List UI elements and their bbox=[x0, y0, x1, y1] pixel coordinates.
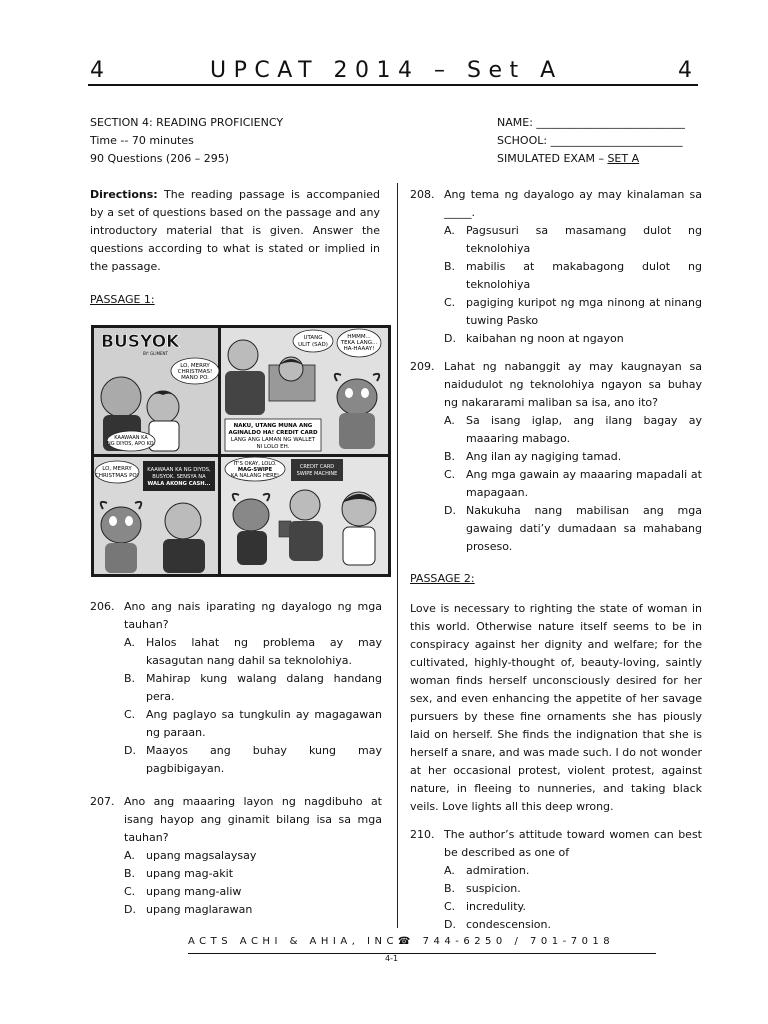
option-a[interactable] bbox=[444, 412, 702, 448]
question-208 bbox=[410, 186, 702, 348]
comic-bubble-8 bbox=[291, 459, 343, 481]
option-a[interactable] bbox=[444, 862, 702, 880]
svg-text:AGINALDO HA! CREDIT CARD: AGINALDO HA! CREDIT CARD bbox=[228, 430, 318, 436]
svg-text:HMMM...: HMMM... bbox=[347, 334, 371, 340]
footer-page-number: 4-1 bbox=[385, 954, 399, 963]
option-c[interactable] bbox=[444, 466, 702, 502]
svg-text:KAAWAAN KA NG DIYOS,: KAAWAAN KA NG DIYOS, bbox=[147, 467, 211, 473]
svg-text:CHRISTMAS PO!: CHRISTMAS PO! bbox=[95, 473, 139, 479]
option-letter: C. bbox=[444, 900, 456, 913]
option-text: suspicion. bbox=[466, 882, 521, 895]
name-field: NAME: ___________________________ bbox=[497, 116, 685, 129]
option-text: upang magsalaysay bbox=[146, 849, 257, 862]
option-letter: B. bbox=[444, 882, 456, 895]
option-text: Ang mga gawain ay maaaring mapadali at mapagaan. bbox=[466, 468, 702, 499]
option-letter: B. bbox=[444, 450, 456, 463]
option-letter: D. bbox=[444, 918, 456, 931]
option-text: Halos lahat ng problema ay may kasagutan nang dahil sa teknolohiya. bbox=[146, 636, 382, 667]
option-text: Mahirap kung walang dalang handang pera. bbox=[146, 672, 382, 703]
comic-lolo-body-2 bbox=[225, 371, 265, 415]
question-stem: The author’s attitude toward women can best be described as one of bbox=[444, 828, 702, 859]
svg-text:WALA AKONG CASH...: WALA AKONG CASH... bbox=[147, 481, 211, 487]
option-d[interactable] bbox=[124, 742, 382, 778]
passage2-label: PASSAGE 2: bbox=[410, 572, 475, 585]
question-count: 90 Questions (206 – 295) bbox=[90, 152, 229, 165]
option-text: Maayos ang buhay kung may pagbibigayan. bbox=[146, 744, 382, 775]
option-letter: C. bbox=[444, 296, 456, 309]
option-text: admiration. bbox=[466, 864, 530, 877]
svg-text:CREDIT CARD: CREDIT CARD bbox=[299, 464, 335, 470]
question-stem: Ang tema ng dayalogo ay may kinalaman sa _____. bbox=[444, 188, 702, 219]
footer-phone bbox=[398, 936, 614, 947]
option-b[interactable] bbox=[444, 448, 702, 466]
option-b[interactable] bbox=[444, 258, 702, 294]
school-field: SCHOOL: ________________________ bbox=[497, 134, 683, 147]
option-text: upang mang-aliw bbox=[146, 885, 242, 898]
svg-text:NI LOLO EH.: NI LOLO EH. bbox=[256, 444, 290, 450]
svg-text:TEKA LANG...: TEKA LANG... bbox=[340, 340, 378, 346]
directions-text: The reading passage is accompanied by a set of questions based on the passage and any introductory material that is given. Answer the questions according to what is stated or implied in the passage. bbox=[90, 188, 380, 273]
question-number: 208. bbox=[410, 188, 435, 201]
question-number: 209. bbox=[410, 360, 435, 373]
question-210 bbox=[410, 826, 702, 934]
comic-bubble-1-line3: MANO PO. bbox=[181, 375, 209, 381]
option-letter: D. bbox=[444, 332, 456, 345]
option-b[interactable] bbox=[124, 865, 382, 883]
header-rule bbox=[88, 84, 698, 86]
option-text: mabilis at makabagong dulot ng teknolohiya bbox=[466, 260, 702, 291]
comic-strip bbox=[91, 325, 391, 577]
page-number-left: 4 bbox=[90, 58, 104, 83]
page-number-right: 4 bbox=[678, 58, 692, 83]
option-d[interactable] bbox=[444, 330, 702, 348]
comic-bubble-5 bbox=[95, 461, 139, 483]
svg-text:MAG-SWIPE: MAG-SWIPE bbox=[237, 467, 273, 473]
option-letter: B. bbox=[124, 672, 136, 685]
student-fields bbox=[497, 114, 707, 168]
option-letter: A. bbox=[444, 864, 455, 877]
option-text: Ang paglayo sa tungkulin ay magagawan ng paraan. bbox=[146, 708, 382, 739]
footer-company: ACTS ACHI & AHIA, INC. bbox=[188, 936, 406, 947]
option-c[interactable] bbox=[124, 883, 382, 901]
question-number: 207. bbox=[90, 795, 115, 808]
option-a[interactable] bbox=[444, 222, 702, 258]
option-c[interactable] bbox=[444, 294, 702, 330]
option-letter: C. bbox=[444, 468, 456, 481]
question-206 bbox=[90, 598, 382, 778]
option-letter: A. bbox=[124, 636, 135, 649]
svg-text:BUSYOK. SENSYA NA: BUSYOK. SENSYA NA bbox=[152, 474, 206, 480]
option-text: Pagsusuri sa masamang dulot ng teknolohiya bbox=[466, 224, 702, 255]
section-title: SECTION 4: READING PROFICIENCY bbox=[90, 116, 284, 129]
question-stem: Lahat ng nabanggit ay may kaugnayan sa naidudulot ng teknolohiya ngayon sa buhay ng nakararami maliban sa isa, ano ito? bbox=[444, 360, 702, 409]
comic-bubble-1-line1: LO, MERRY bbox=[180, 363, 210, 369]
option-a[interactable] bbox=[124, 634, 382, 670]
option-text: upang mag-akit bbox=[146, 867, 234, 880]
option-c[interactable] bbox=[124, 706, 382, 742]
svg-text:LANG ANG LAMAN NG WALLET: LANG ANG LAMAN NG WALLET bbox=[230, 437, 316, 443]
svg-text:KA NALANG HERE!: KA NALANG HERE! bbox=[230, 473, 280, 479]
option-letter: C. bbox=[124, 885, 136, 898]
comic-bubble-1-line2: CHRISTMAS! bbox=[177, 369, 213, 375]
comic-carabao-head-1 bbox=[337, 379, 377, 415]
option-b[interactable] bbox=[444, 880, 702, 898]
svg-text:LO, MERRY: LO, MERRY bbox=[102, 466, 132, 472]
option-d[interactable] bbox=[124, 901, 382, 919]
question-stem: Ano ang maaaring layon ng nagdibuho at isang hayop ang ginamit bilang isa sa mga tauhan? bbox=[124, 795, 382, 844]
option-c[interactable] bbox=[444, 898, 702, 916]
passage1-label: PASSAGE 1: bbox=[90, 293, 155, 306]
svg-text:NG DIYOS, APO KO.: NG DIYOS, APO KO. bbox=[107, 441, 155, 447]
option-text: Nakukuha nang mabilisan ang mga gawaing dati’y dumadaan sa mahabang proseso. bbox=[466, 504, 702, 553]
option-letter: D. bbox=[124, 903, 136, 916]
svg-text:IT'S OKAY, LOLO.: IT'S OKAY, LOLO. bbox=[233, 461, 277, 467]
comic-bubble-3 bbox=[293, 330, 333, 352]
phone-icon: ☎ 744-6250 / 701-7018 bbox=[398, 936, 615, 947]
question-number: 210. bbox=[410, 828, 435, 841]
option-d[interactable] bbox=[444, 916, 702, 934]
comic-boy-head-1 bbox=[147, 391, 179, 423]
footer-rule bbox=[188, 953, 656, 954]
option-text: kaibahan ng noon at ngayon bbox=[466, 332, 624, 345]
option-text: condescension. bbox=[466, 918, 552, 931]
option-letter: A. bbox=[444, 414, 455, 427]
comic-lolo-head-2 bbox=[228, 340, 258, 370]
svg-text:NAKU, UTANG MUNA ANG: NAKU, UTANG MUNA ANG bbox=[233, 423, 313, 429]
option-letter: A. bbox=[444, 224, 455, 237]
comic-lolo-head-4 bbox=[290, 490, 320, 520]
option-text: pagiging kuripot ng mga ninong at ninang tuwing Pasko bbox=[466, 296, 702, 327]
question-209 bbox=[410, 358, 702, 556]
column-divider bbox=[397, 183, 398, 928]
option-letter: B. bbox=[444, 260, 456, 273]
svg-text:SWIPE MACHINE: SWIPE MACHINE bbox=[296, 471, 338, 477]
page-title: UPCAT 2014 – Set A bbox=[210, 58, 563, 83]
option-d[interactable] bbox=[444, 502, 702, 556]
svg-text:ULIT (SAD): ULIT (SAD) bbox=[298, 342, 328, 348]
comic-lolo-head-3 bbox=[165, 503, 201, 539]
option-a[interactable] bbox=[124, 847, 382, 865]
option-text: Sa isang iglap, ang ilang bagay ay maaaring mabago. bbox=[466, 414, 702, 445]
option-letter: C. bbox=[124, 708, 136, 721]
comic-lolo-body-3 bbox=[163, 539, 205, 573]
question-number: 206. bbox=[90, 600, 115, 613]
svg-text:KAAWAAN KA: KAAWAAN KA bbox=[114, 435, 148, 441]
time-limit: Time -- 70 minutes bbox=[90, 134, 194, 147]
comic-carabao-head-2 bbox=[101, 507, 141, 543]
option-b[interactable] bbox=[124, 670, 382, 706]
option-letter: A. bbox=[124, 849, 135, 862]
comic-carabao-body-1 bbox=[339, 413, 375, 449]
option-text: incredulity. bbox=[466, 900, 526, 913]
option-letter: D. bbox=[124, 744, 136, 757]
comic-byline: BY: GLIMENT bbox=[143, 351, 168, 356]
exam-set: SET A bbox=[607, 152, 640, 165]
exam-prefix: SIMULATED EXAM – bbox=[497, 152, 608, 165]
exam-set-label bbox=[497, 150, 707, 168]
directions bbox=[90, 186, 380, 276]
comic-logo: BUSYOK bbox=[101, 332, 180, 352]
option-text: Ang ilan ay nagiging tamad. bbox=[466, 450, 622, 463]
passage2-text: Love is necessary to righting the state of woman in this world. Otherwise nature itself seems to be in conspiracy against her dignity and welfare; for the cultivated, highly-thought of, beauty-loving, saintly woman finds herself unconsciously desired for her sex, and even enhancing the appetite of her savage pursuers by these fine ornaments she has piously laid on herself. She finds the indignation that she is herself a snare, and was made such. I do not wonder at her occasional protest, violent protest, against nature, in fleeing to nunneries, and taking black veils. Love lights all this deep wrong. bbox=[410, 602, 702, 813]
svg-text:UTANG: UTANG bbox=[303, 335, 323, 341]
question-stem: Ano ang nais iparating ng dayalogo ng mga tauhan? bbox=[124, 600, 382, 631]
svg-text:HA-HAAAY!: HA-HAAAY! bbox=[343, 346, 375, 352]
question-207 bbox=[90, 793, 382, 919]
section-info bbox=[90, 114, 390, 168]
directions-label: Directions: bbox=[90, 188, 158, 201]
comic-carabao-head-3 bbox=[233, 499, 269, 531]
option-letter: B. bbox=[124, 867, 136, 880]
option-letter: D. bbox=[444, 504, 456, 517]
comic-lolo-head-1 bbox=[101, 377, 141, 417]
option-text: upang maglarawan bbox=[146, 903, 253, 916]
